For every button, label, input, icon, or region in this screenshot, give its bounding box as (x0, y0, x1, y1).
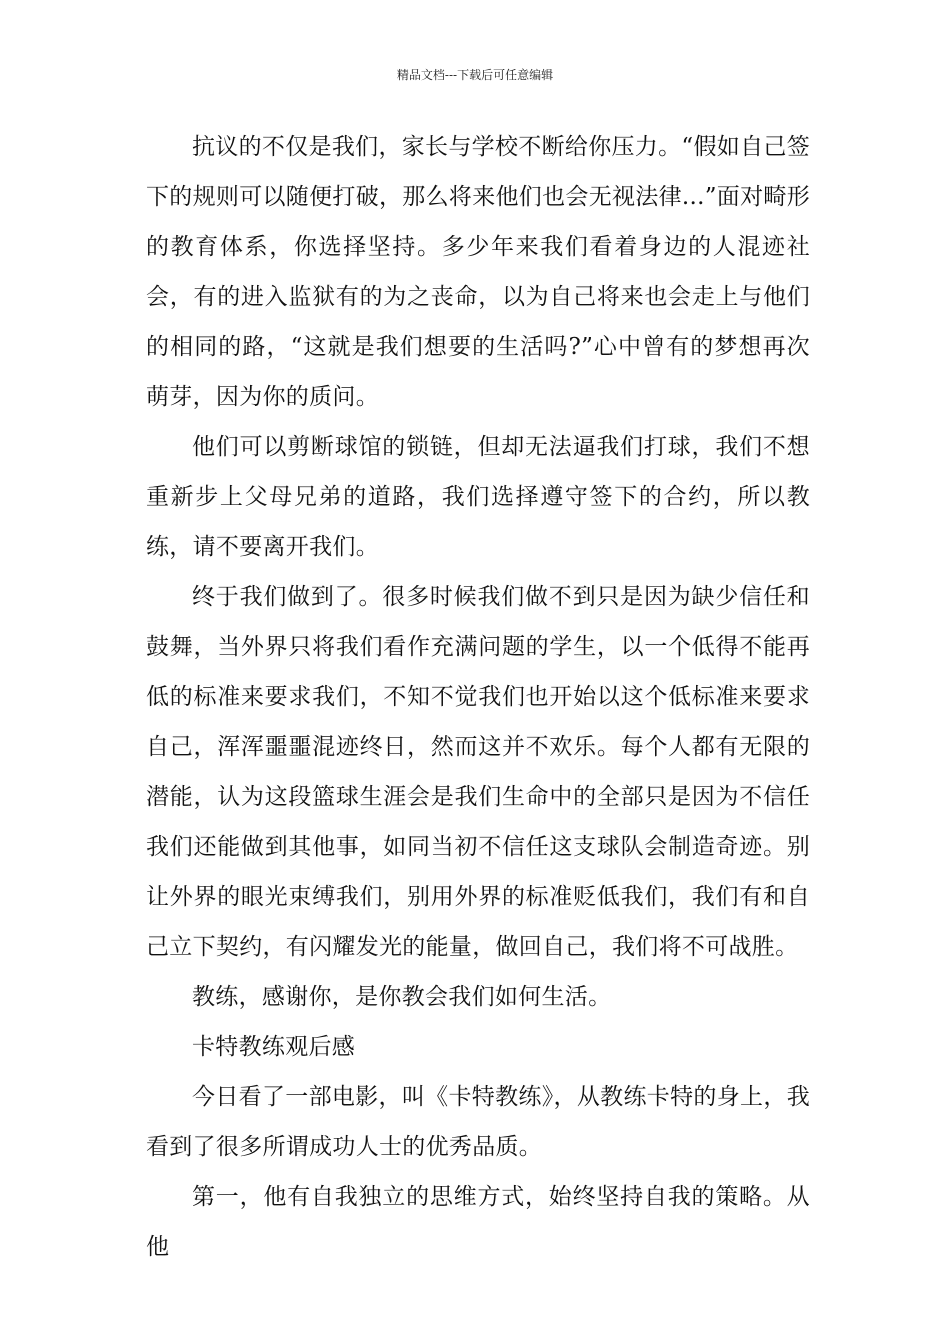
document-body (146, 122, 810, 1272)
paragraph-5: 今日看了一部电影，叫《卡特教练》，从教练卡特的身上，我看到了很多所谓成功人士的优秀品质。 (146, 1084, 810, 1160)
paragraph-2: 他们可以剪断球馆的锁链，但却无法逼我们打球，我们不想重新步上父母兄弟的道路，我们选择遵守签下的合约，所以教练，请不要离开我们。 (146, 434, 810, 560)
section-title: 卡特教练观后感 (192, 1034, 356, 1060)
page-header: 精品文档---下载后可任意编辑 (396, 68, 554, 82)
paragraph-1: 抗议的不仅是我们，家长与学校不断给你压力。“假如自己签下的规则可以随便打破，那么将来他们也会无视法律...”面对畸形的教育体系，你选择坚持。多少年来我们看着身边的人混迹社会，有的进入监狱有的为之丧命，以为自己将来也会走上与他们的相同的路，“这就是我们想要的生活吗?”心中曾有的梦想再次萌芽，因为你的质问。 (146, 134, 810, 410)
paragraph-4: 教练，感谢你，是你教会我们如何生活。 (192, 984, 612, 1010)
paragraph-3: 终于我们做到了。很多时候我们做不到只是因为缺少信任和鼓舞，当外界只将我们看作充满问题的学生，以一个低得不能再低的标准来要求我们，不知不觉我们也开始以这个低标准来要求自己，浑浑噩噩混迹终日，然而这并不欢乐。每个人都有无限的潜能，认为这段篮球生涯会是我们生命中的全部只是因为不信任我们还能做到其他事，如同当初不信任这支球队会制造奇迹。别让外界的眼光束缚我们，别用外界的标准贬低我们，我们有和自己立下契约，有闪耀发光的能量，做回自己，我们将不可战胜。 (146, 584, 810, 960)
paragraph-6: 第一，他有自我独立的思维方式，始终坚持自我的策略。从他 (146, 1184, 810, 1260)
